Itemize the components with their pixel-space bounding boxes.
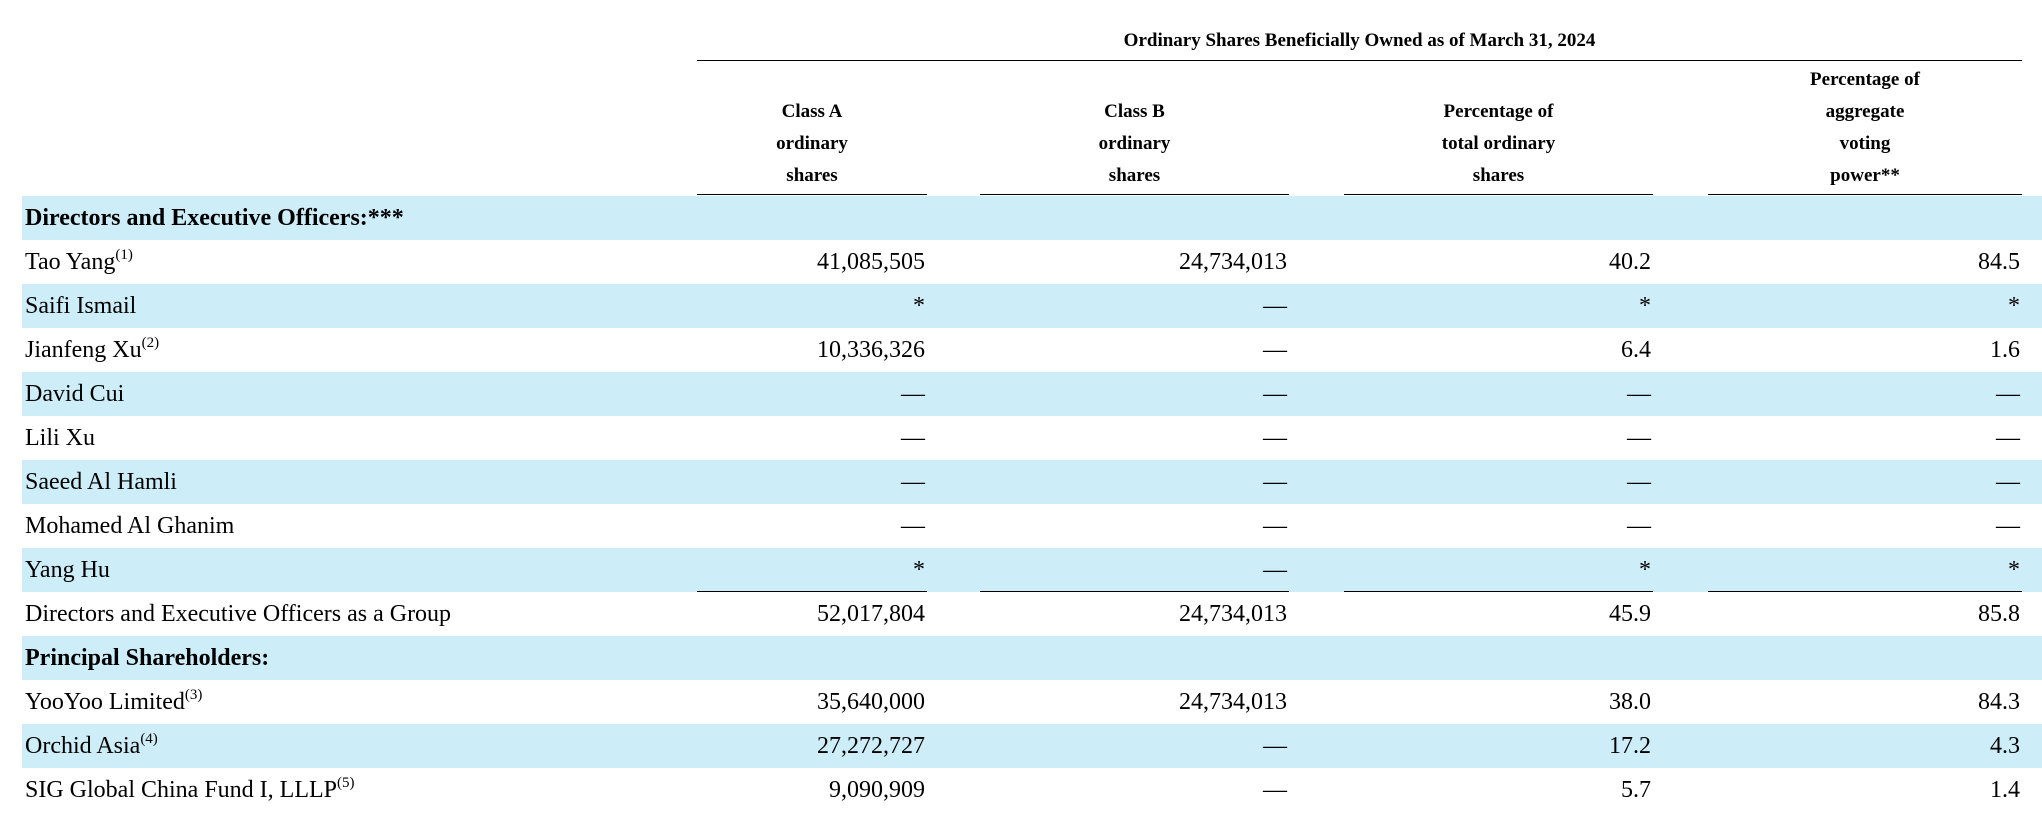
table-row (22, 504, 2042, 548)
table-row (22, 416, 2042, 460)
column-header-rule (1708, 194, 2022, 195)
subtotal-rule (980, 591, 1289, 592)
cell-col-4: 1.6 (1990, 337, 2020, 363)
holder-name (25, 372, 124, 416)
column-header-line: shares (1108, 165, 1161, 186)
holder-name-text: Lili Xu (25, 425, 95, 451)
column-header-line: Percentage of (1810, 69, 1920, 90)
column-header-line: Class B (1104, 101, 1165, 122)
cell-col-1: * (913, 293, 925, 319)
cell-col-1: 41,085,505 (817, 249, 925, 275)
holder-name-text: Tao Yang (25, 249, 116, 275)
footnote-ref: (4) (140, 731, 158, 747)
holder-name (25, 592, 451, 636)
table-row (22, 460, 2042, 504)
cell-col-2: — (1263, 777, 1287, 803)
cell-col-3: * (1639, 557, 1651, 583)
cell-col-1: — (901, 513, 925, 539)
cell-col-3: * (1639, 293, 1651, 319)
cell-col-3: — (1627, 381, 1651, 407)
holder-name-text: Jianfeng Xu (25, 337, 142, 363)
column-header-line: shares (1472, 165, 1525, 186)
holder-name-text: Principal Shareholders: (25, 645, 270, 671)
cell-col-1: 9,090,909 (829, 777, 925, 803)
cell-col-2: — (1263, 513, 1287, 539)
cell-col-4: — (1996, 469, 2020, 495)
column-header-line: voting (1839, 133, 1891, 154)
holder-name (25, 768, 355, 812)
section-header-row (22, 196, 2042, 240)
cell-col-3: 17.2 (1609, 733, 1651, 759)
cell-col-1: — (901, 381, 925, 407)
cell-col-2: — (1263, 557, 1287, 583)
holder-name-text: Saifi Ismail (25, 293, 137, 319)
column-header-line: total ordinary (1441, 133, 1556, 154)
subtotal-rule (1344, 591, 1653, 592)
column-header-rule (1344, 194, 1653, 195)
cell-col-1: 35,640,000 (817, 689, 925, 715)
table-row (22, 592, 2042, 636)
cell-col-2: — (1263, 733, 1287, 759)
column-header-line: aggregate (1825, 101, 1905, 122)
footnote-ref: (1) (115, 247, 133, 263)
holder-name (25, 240, 133, 284)
holder-name (25, 416, 95, 460)
cell-col-1: 52,017,804 (817, 601, 925, 627)
group-header-rule (697, 60, 2022, 61)
cell-col-2: — (1263, 337, 1287, 363)
column-header-2 (980, 64, 1289, 192)
cell-col-1: 27,272,727 (817, 733, 925, 759)
column-header-line: power** (1830, 165, 1900, 186)
cell-col-4: 84.5 (1978, 249, 2020, 275)
section-label (25, 196, 404, 240)
holder-name (25, 548, 110, 592)
cell-col-2: — (1263, 381, 1287, 407)
holder-name (25, 504, 234, 548)
cell-col-2: 24,734,013 (1179, 601, 1287, 627)
table-row (22, 328, 2042, 372)
cell-col-2: — (1263, 425, 1287, 451)
column-header-4 (1708, 64, 2022, 192)
cell-col-3: 38.0 (1609, 689, 1651, 715)
section-header-row (22, 636, 2042, 680)
holder-name-text: Mohamed Al Ghanim (25, 513, 235, 539)
cell-col-2: — (1263, 469, 1287, 495)
group-header: Ordinary Shares Beneficially Owned as of March 31, 2024 (1123, 30, 1596, 51)
table-row (22, 372, 2042, 416)
footnote-ref: (5) (337, 775, 355, 791)
cell-col-3: — (1627, 513, 1651, 539)
holder-name-text: Directors and Executive Officers as a Group (25, 601, 452, 627)
cell-col-4: * (2008, 293, 2020, 319)
column-header-3 (1344, 64, 1653, 192)
cell-col-3: — (1627, 469, 1651, 495)
cell-col-1: * (913, 557, 925, 583)
cell-col-2: 24,734,013 (1179, 249, 1287, 275)
cell-col-4: * (2008, 557, 2020, 583)
cell-col-3: 5.7 (1621, 777, 1651, 803)
holder-name-text: David Cui (25, 381, 125, 407)
cell-col-4: 1.4 (1990, 777, 2020, 803)
holder-name-text: SIG Global China Fund I, LLLP (25, 777, 337, 803)
cell-col-4: — (1996, 381, 2020, 407)
column-header-1 (697, 64, 927, 192)
table-row (22, 284, 2042, 328)
column-header-line: ordinary (776, 133, 848, 154)
holder-name (25, 284, 136, 328)
holder-name (25, 328, 159, 372)
cell-col-3: 40.2 (1609, 249, 1651, 275)
column-header-line: ordinary (1098, 133, 1171, 154)
column-header-line: Class A (781, 101, 843, 122)
footnote-ref: (2) (141, 335, 160, 351)
cell-col-4: 85.8 (1978, 601, 2020, 627)
table-row (22, 548, 2042, 592)
cell-col-2: 24,734,013 (1179, 689, 1287, 715)
column-header-line: Percentage of (1443, 101, 1554, 122)
cell-col-3: 45.9 (1609, 601, 1651, 627)
holder-name (25, 680, 202, 724)
cell-col-1: — (901, 425, 925, 451)
column-header-rule (980, 194, 1289, 195)
table-row (22, 768, 2042, 812)
cell-col-3: 6.4 (1621, 337, 1651, 363)
holder-name-text: Saeed Al Hamli (25, 469, 177, 495)
cell-col-1: — (901, 469, 925, 495)
cell-col-4: — (1996, 513, 2020, 539)
cell-col-2: — (1263, 293, 1287, 319)
section-label (25, 636, 269, 680)
cell-col-4: 4.3 (1990, 733, 2020, 759)
subtotal-rule (1708, 591, 2022, 592)
cell-col-4: 84.3 (1978, 689, 2020, 715)
column-header-rule (697, 194, 927, 195)
holder-name-text: YooYoo Limited (25, 689, 185, 715)
cell-col-1: 10,336,326 (817, 337, 925, 363)
holder-name-text: Orchid Asia (25, 733, 141, 759)
table-row (22, 680, 2042, 724)
cell-col-3: — (1627, 425, 1651, 451)
subtotal-rule (697, 591, 927, 592)
table-row (22, 240, 2042, 284)
holder-name (25, 460, 177, 504)
holder-name (25, 724, 158, 768)
column-header-line: shares (786, 165, 838, 186)
footnote-ref: (3) (184, 687, 203, 703)
holder-name-text: Yang Hu (25, 557, 110, 583)
table-row (22, 724, 2042, 768)
holder-name-text: Directors and Executive Officers:*** (25, 205, 404, 231)
cell-col-4: — (1996, 425, 2020, 451)
